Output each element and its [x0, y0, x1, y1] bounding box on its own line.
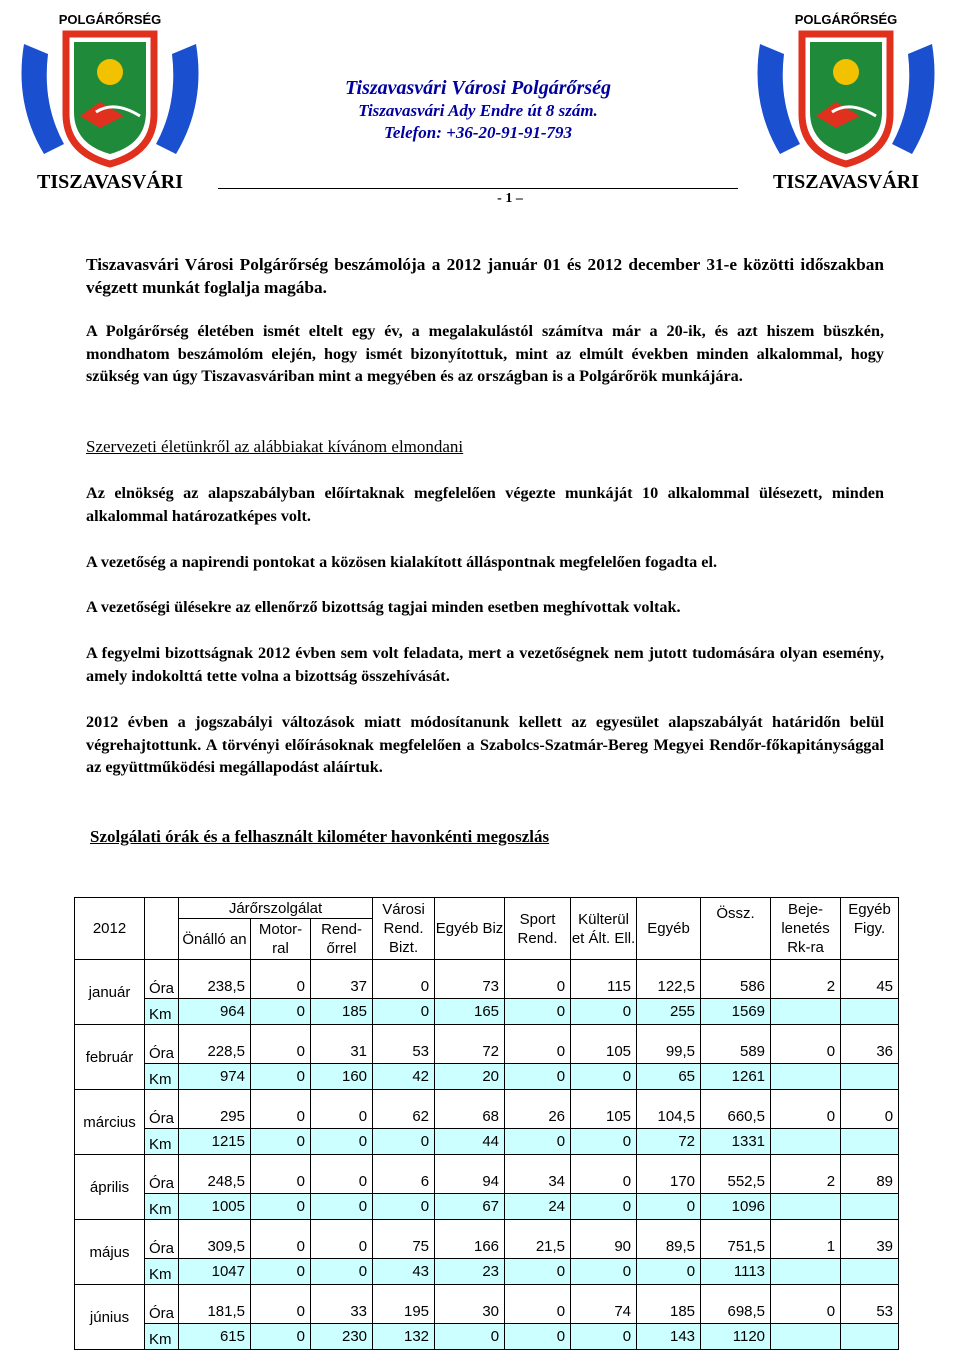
table-cell: 2: [771, 1155, 841, 1194]
table-cell: 170: [637, 1155, 701, 1194]
unit-label-km: Km: [145, 1064, 179, 1090]
table-cell: 0: [505, 1064, 571, 1090]
table-cell: 0: [771, 1025, 841, 1064]
table-cell: 0: [311, 1090, 373, 1129]
table-cell: 21,5: [505, 1220, 571, 1259]
org-phone: Telefon: +36-20-91-91-793: [384, 123, 572, 142]
year-cell: 2012: [75, 898, 145, 960]
col-header-ossz: Össz.: [701, 898, 771, 960]
col-header-motor: Motor-ral: [251, 919, 311, 960]
table-cell: 65: [637, 1064, 701, 1090]
table-cell: 0: [251, 999, 311, 1025]
table-cell: 53: [373, 1025, 435, 1064]
table-cell: 586: [701, 960, 771, 999]
table-cell: 0: [505, 1324, 571, 1350]
col-header-bejelentes: Beje-lenetés Rk-ra: [771, 898, 841, 960]
table-cell: 0: [251, 1064, 311, 1090]
table-cell: 34: [505, 1155, 571, 1194]
table-cell: 0: [505, 1129, 571, 1155]
empty-cell: [771, 1259, 841, 1285]
table-cell: 0: [373, 999, 435, 1025]
unit-label-km: Km: [145, 1259, 179, 1285]
table-cell: 105: [571, 1025, 637, 1064]
table-cell: 0: [571, 1155, 637, 1194]
unit-label-hours: Óra: [145, 1285, 179, 1324]
table-cell: 0: [571, 1259, 637, 1285]
table-cell: 2: [771, 960, 841, 999]
unit-label-km: Km: [145, 1194, 179, 1220]
empty-cell: [841, 1259, 899, 1285]
table-cell: 0: [505, 960, 571, 999]
table-cell: 0: [251, 1220, 311, 1259]
table-cell: 0: [435, 1324, 505, 1350]
table-cell: 90: [571, 1220, 637, 1259]
paragraph-board: Az elnökség az alapszabályban előírtaknak megfelelően végezte munkáját 10 alkalommal ülésezett, minden alkalommal határozatképes volt.: [86, 484, 884, 525]
table-row-km: [75, 1129, 899, 1155]
month-label: április: [75, 1155, 145, 1220]
table-cell: 0: [571, 1064, 637, 1090]
table-cell: 44: [435, 1129, 505, 1155]
table-cell: 698,5: [701, 1285, 771, 1324]
unit-label-km: Km: [145, 999, 179, 1025]
table-cell: 165: [435, 999, 505, 1025]
section-heading-table: Szolgálati órák és a felhasznált kilométer havonkénti megoszlás: [90, 827, 550, 846]
table-cell: 0: [251, 1285, 311, 1324]
table-cell: 53: [841, 1285, 899, 1324]
table-cell: 45: [841, 960, 899, 999]
col-header-egyeb: Egyéb: [637, 898, 701, 960]
table-cell: 72: [435, 1025, 505, 1064]
table-cell: 1215: [179, 1129, 251, 1155]
table-cell: 104,5: [637, 1090, 701, 1129]
table-cell: 0: [311, 1220, 373, 1259]
empty-cell: [771, 1064, 841, 1090]
org-name: Tiszavasvári Városi Polgárőrség: [345, 77, 611, 99]
table-cell: 132: [373, 1324, 435, 1350]
table-cell: 1047: [179, 1259, 251, 1285]
table-cell: 122,5: [637, 960, 701, 999]
table-cell: 248,5: [179, 1155, 251, 1194]
table-cell: 0: [505, 1285, 571, 1324]
empty-cell: [841, 1324, 899, 1350]
table-row-km: [75, 1259, 899, 1285]
table-cell: 751,5: [701, 1220, 771, 1259]
col-header-varosi: Városi Rend. Bizt.: [373, 898, 435, 960]
table-cell: 589: [701, 1025, 771, 1064]
paragraph-leadership: A vezetőség a napirendi pontokat a közösen kialakított álláspontnak megfelelően fogadta el.: [86, 553, 718, 571]
table-cell: 185: [637, 1285, 701, 1324]
table-row-hours: [75, 1090, 899, 1129]
table-cell: 1331: [701, 1129, 771, 1155]
table-cell: 42: [373, 1064, 435, 1090]
paragraph-discipline: A fegyelmi bizottságnak 2012 évben sem volt feladata, mert a vezetőségnek nem jutott tudomására olyan esemény, amely indokolttá tette volna a bizottság összehívását.: [86, 644, 884, 685]
coat-of-arms-icon: [4, 4, 216, 192]
paragraph-year-summary: A Polgárőrség életében ismét eltelt egy év, a megalakulástól számítva már a 20-ik, és azt hiszem büszkén, mondhatom beszámolóm elején, hogy ismét bizonyítottuk, mint az elmúlt években minden alkalommal, hogy szükség van úgy Tiszavasváriban mint a megyében és az országban is a Polgárőrök munkájára.: [86, 322, 884, 385]
table-row-km: [75, 1064, 899, 1090]
table-cell: 1120: [701, 1324, 771, 1350]
table-cell: 160: [311, 1064, 373, 1090]
empty-cell: [841, 1194, 899, 1220]
unit-label-hours: Óra: [145, 1220, 179, 1259]
section-heading-organization: Szervezeti életünkről az alábbiakat kívánom elmondani: [86, 437, 464, 456]
paragraph-regulations: 2012 évben a jogszabályi változások miatt módosítanunk kellett az egyesület alapszabályát határidőn belül végrehajtottunk. A törvényi előírásoknak megfelelően a Szabolcs-Szatmár-Bereg Megyei Rendőr-főkapitánysággal az együttműködési megállapodást aláírtuk.: [86, 713, 884, 776]
col-header-egyeb-biz: Egyéb Biz: [435, 898, 505, 960]
unit-label-km: Km: [145, 1129, 179, 1155]
table-cell: 295: [179, 1090, 251, 1129]
table-cell: 615: [179, 1324, 251, 1350]
table-cell: 43: [373, 1259, 435, 1285]
table-cell: 0: [841, 1090, 899, 1129]
table-cell: 39: [841, 1220, 899, 1259]
table-cell: 31: [311, 1025, 373, 1064]
table-cell: 1113: [701, 1259, 771, 1285]
table-cell: 143: [637, 1324, 701, 1350]
empty-cell: [771, 1324, 841, 1350]
month-label: január: [75, 960, 145, 1025]
empty-cell: [771, 1194, 841, 1220]
unit-label-hours: Óra: [145, 1090, 179, 1129]
table-cell: 0: [637, 1194, 701, 1220]
table-cell: 89,5: [637, 1220, 701, 1259]
paragraph-audit: A vezetőségi ülésekre az ellenőrző bizottság tagjai minden esetben meghívottak voltak.: [86, 598, 681, 616]
table-cell: 74: [571, 1285, 637, 1324]
table-row-km: [75, 999, 899, 1025]
table-cell: 0: [373, 1194, 435, 1220]
month-label: március: [75, 1090, 145, 1155]
page-number: - 1 –: [497, 191, 523, 206]
table-cell: 195: [373, 1285, 435, 1324]
table-cell: 0: [251, 960, 311, 999]
table-cell: 99,5: [637, 1025, 701, 1064]
table-cell: 1: [771, 1220, 841, 1259]
logo-top-text: POLGÁRŐRSÉG: [58, 12, 162, 27]
empty-cell: [841, 999, 899, 1025]
empty-cell: [771, 1129, 841, 1155]
logo-top-text: POLGÁRŐRSÉG: [794, 12, 898, 27]
table-header-row: [75, 898, 899, 919]
empty-cell: [841, 1064, 899, 1090]
empty-cell: [771, 999, 841, 1025]
col-header-kulterulet: Külterül et Ált. Ell.: [571, 898, 637, 960]
table-cell: 94: [435, 1155, 505, 1194]
table-cell: 72: [637, 1129, 701, 1155]
table-cell: 0: [251, 1129, 311, 1155]
table-cell: 0: [373, 960, 435, 999]
table-cell: 255: [637, 999, 701, 1025]
table-cell: 0: [571, 1324, 637, 1350]
table-row-hours: [75, 1025, 899, 1064]
table-cell: 68: [435, 1090, 505, 1129]
table-cell: 36: [841, 1025, 899, 1064]
table-row-hours: [75, 1155, 899, 1194]
month-label: június: [75, 1285, 145, 1350]
unit-label-hours: Óra: [145, 1155, 179, 1194]
col-header-onallo: Önálló an: [179, 919, 251, 960]
table-row-hours: [75, 1285, 899, 1324]
logo-bottom-text: TISZAVASVÁRI: [37, 171, 183, 192]
table-cell: 0: [311, 1194, 373, 1220]
table-cell: 0: [571, 1194, 637, 1220]
table-cell: 660,5: [701, 1090, 771, 1129]
logo-left: [4, 4, 216, 192]
table-cell: 67: [435, 1194, 505, 1220]
table-cell: 1005: [179, 1194, 251, 1220]
table-cell: 0: [251, 1025, 311, 1064]
table-cell: 1096: [701, 1194, 771, 1220]
table-cell: 26: [505, 1090, 571, 1129]
coat-of-arms-icon: [740, 4, 952, 192]
letterhead: [220, 76, 736, 144]
table-cell: 115: [571, 960, 637, 999]
table-cell: 73: [435, 960, 505, 999]
unit-header-cell: [145, 898, 179, 960]
patrol-group-header: Járőrszolgálat: [179, 898, 373, 919]
table-cell: 964: [179, 999, 251, 1025]
table-cell: 0: [771, 1090, 841, 1129]
logo-bottom-text: TISZAVASVÁRI: [773, 171, 919, 192]
table-cell: 23: [435, 1259, 505, 1285]
table-cell: 0: [311, 1155, 373, 1194]
table-row-hours: [75, 1220, 899, 1259]
table-cell: 0: [311, 1259, 373, 1285]
logo-right: [740, 4, 952, 192]
table-cell: 37: [311, 960, 373, 999]
col-header-rend: Rend-őrrel: [311, 919, 373, 960]
table-cell: 0: [571, 1129, 637, 1155]
month-label: február: [75, 1025, 145, 1090]
empty-cell: [841, 1129, 899, 1155]
table-cell: 0: [571, 999, 637, 1025]
table-cell: 230: [311, 1324, 373, 1350]
table-cell: 228,5: [179, 1025, 251, 1064]
table-row-km: [75, 1194, 899, 1220]
table-cell: 30: [435, 1285, 505, 1324]
table-cell: 0: [373, 1129, 435, 1155]
table-cell: 185: [311, 999, 373, 1025]
header-divider: [218, 188, 738, 189]
intro-paragraph: Tiszavasvári Városi Polgárőrség beszámolója a 2012 január 01 és 2012 december 31-e közötti időszakban végzett munkát foglalja magába.: [86, 255, 884, 297]
unit-label-hours: Óra: [145, 1025, 179, 1064]
table-cell: 6: [373, 1155, 435, 1194]
table-cell: 24: [505, 1194, 571, 1220]
table-row-hours: [75, 960, 899, 999]
table-cell: 0: [251, 1194, 311, 1220]
table-cell: 0: [637, 1259, 701, 1285]
table-cell: 0: [311, 1129, 373, 1155]
table-cell: 166: [435, 1220, 505, 1259]
unit-label-hours: Óra: [145, 960, 179, 999]
table-cell: 0: [771, 1285, 841, 1324]
table-cell: 0: [251, 1259, 311, 1285]
unit-label-km: Km: [145, 1324, 179, 1350]
table-cell: 75: [373, 1220, 435, 1259]
table-cell: 33: [311, 1285, 373, 1324]
table-cell: 0: [251, 1090, 311, 1129]
col-header-egyeb-figy: Egyéb Figy.: [841, 898, 899, 960]
table-cell: 0: [505, 1025, 571, 1064]
table-cell: 974: [179, 1064, 251, 1090]
table-cell: 0: [251, 1324, 311, 1350]
col-header-sport: Sport Rend.: [505, 898, 571, 960]
org-address: Tiszavasvári Ady Endre út 8 szám.: [358, 101, 598, 120]
table-cell: 1261: [701, 1064, 771, 1090]
table-cell: 309,5: [179, 1220, 251, 1259]
table-cell: 0: [505, 1259, 571, 1285]
month-label: május: [75, 1220, 145, 1285]
table-cell: 89: [841, 1155, 899, 1194]
table-cell: 0: [505, 999, 571, 1025]
service-hours-table: [74, 897, 899, 1350]
table-cell: 0: [251, 1155, 311, 1194]
table-cell: 1569: [701, 999, 771, 1025]
table-cell: 20: [435, 1064, 505, 1090]
table-cell: 62: [373, 1090, 435, 1129]
table-cell: 181,5: [179, 1285, 251, 1324]
table-cell: 105: [571, 1090, 637, 1129]
table-row-km: [75, 1324, 899, 1350]
table-cell: 238,5: [179, 960, 251, 999]
table-cell: 552,5: [701, 1155, 771, 1194]
